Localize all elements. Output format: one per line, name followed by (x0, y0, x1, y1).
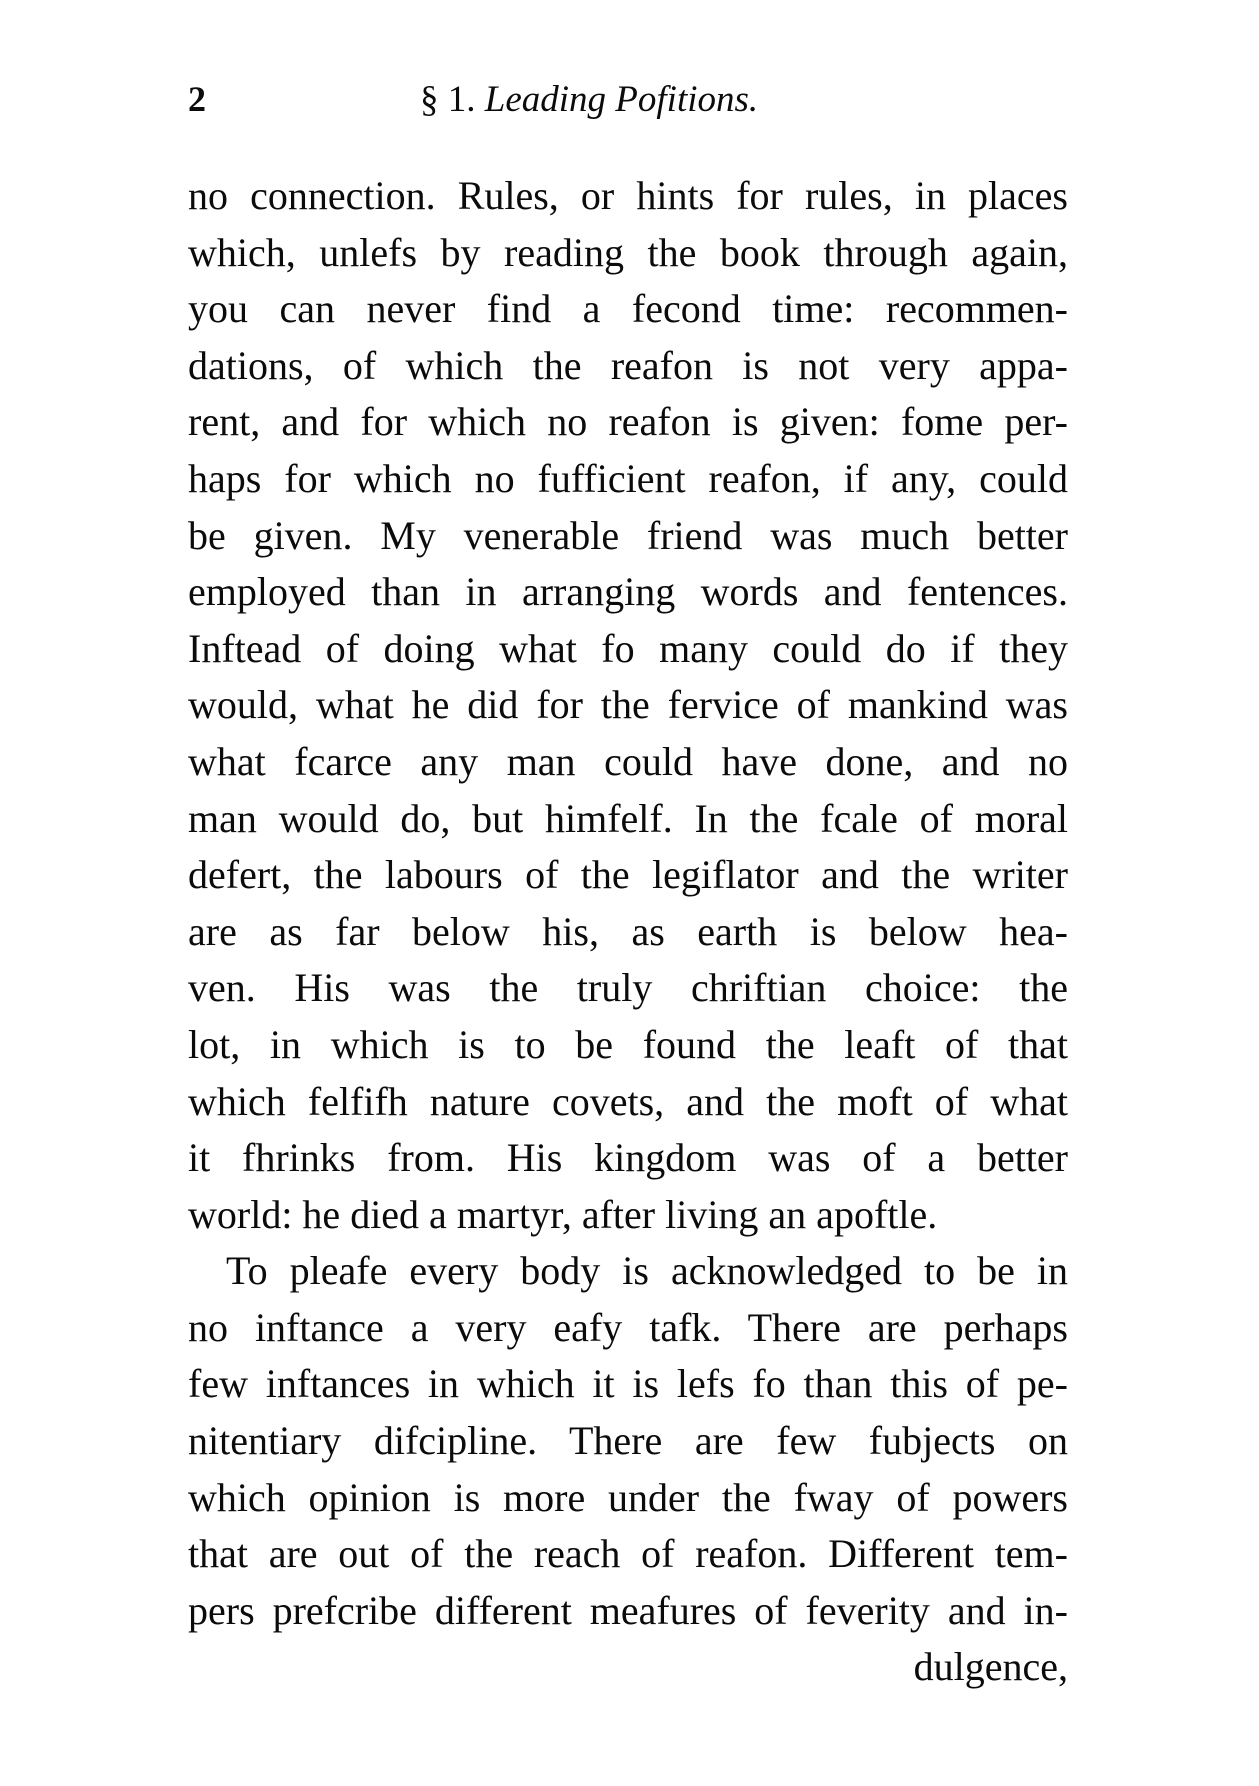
text-line: you can never find a fecond time: recommen- (188, 286, 1068, 332)
text-line: it fhrinks from. His kingdom was of a better (188, 1135, 1068, 1181)
text-line: employed than in arranging words and fentences. (188, 569, 1068, 615)
text-line: defert, the labours of the legiflator and the writer (188, 852, 1068, 898)
text-line: nitentiary difcipline. There are few fubjects on (188, 1418, 1068, 1464)
running-head (420, 78, 758, 121)
text-line: which opinion is more under the fway of powers (188, 1474, 1068, 1520)
text-line: would, what he did for the fervice of mankind was (188, 682, 1068, 728)
text-line: Inftead of doing what fo many could do if they (188, 625, 1068, 671)
page-header (188, 78, 1068, 138)
catchword: dulgence, (913, 1644, 1068, 1690)
text-line: haps for which no fufficient reafon, if any, could (188, 455, 1068, 501)
text-line: which, unlefs by reading the book through again, (188, 229, 1068, 275)
text-line: which felfifh nature covets, and the moft of what (188, 1078, 1068, 1124)
section-mark: § 1. (420, 79, 476, 120)
text-line: pers prefcribe different meafures of feverity and in- (188, 1587, 1068, 1633)
text-line: man would do, but himfelf. In the fcale of moral (188, 795, 1068, 841)
text-line: lot, in which is to be found the leaft of that (188, 1021, 1068, 1067)
text-line: what fcarce any man could have done, and no (188, 738, 1068, 784)
text-line: world: he died a martyr, after living an apoftle. (188, 1191, 938, 1237)
text-line: no connection. Rules, or hints for rules, in places (188, 173, 1068, 218)
text-line: be given. My venerable friend was much better (188, 512, 1068, 558)
text-line: that are out of the reach of reafon. Different tem- (188, 1531, 1068, 1577)
text-line: are as far below his, as earth is below hea- (188, 908, 1068, 954)
page-number: 2 (188, 79, 206, 119)
text-line: few inftances in which it is lefs fo than this of pe- (188, 1361, 1068, 1407)
text-line: To pleafe every body is acknowledged to be in (226, 1248, 1068, 1294)
running-title: Leading Pofitions. (484, 79, 759, 120)
text-line: no inftance a very eafy tafk. There are perhaps (188, 1304, 1068, 1350)
text-line: dations, of which the reafon is not very appa- (188, 342, 1068, 388)
body-text (188, 168, 1068, 1696)
text-line: ven. His was the truly chriftian choice: the (188, 965, 1068, 1011)
text-line: rent, and for which no reafon is given: fome per- (188, 399, 1068, 445)
